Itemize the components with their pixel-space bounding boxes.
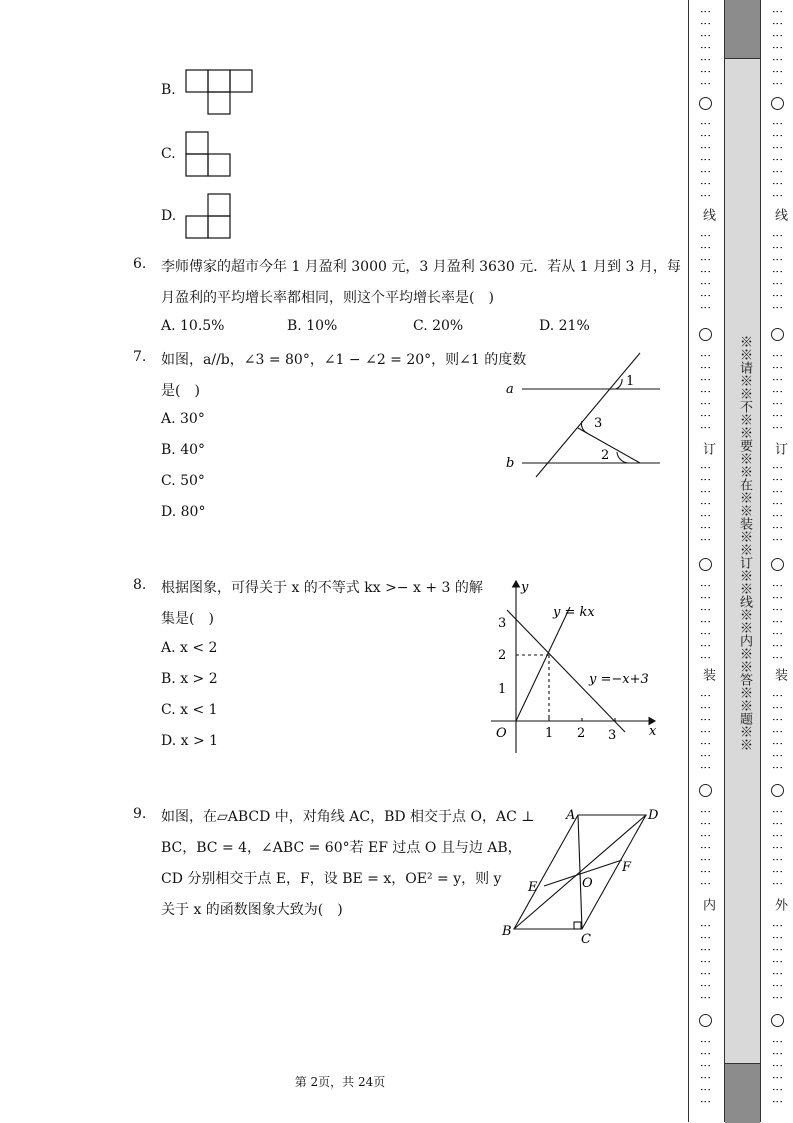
outer-seal-column: ⋮⋮⋮⋮⋮⋮⋮ ⋮⋮⋮⋮⋮⋮⋮ 线 ⋮⋮⋮⋮⋮⋮⋮ ⋮⋮⋮⋮⋮⋮⋮ 订 ⋮⋮⋮⋮⋮⋮⋮ ⋮⋮⋮⋮⋮⋮⋮ 装 ⋮⋮⋮⋮⋮⋮⋮ ⋮⋮⋮⋮⋮⋮⋮ 外 ⋮⋮⋮⋮⋮⋮⋮ ⋮⋮⋮⋮⋮⋮ <box>771 6 787 1108</box>
q6-option-c: C. 20% <box>413 318 464 334</box>
inner-label-zhuang: 装 <box>700 668 715 681</box>
y-axis-label: y <box>521 580 529 595</box>
line-y-neg-x-plus-3 <box>507 610 625 732</box>
q7-option-a: A. 30° <box>161 411 205 427</box>
q8-graph-figure <box>485 575 663 757</box>
point-e-label: E <box>528 880 538 895</box>
q6-text-line2: 月盈利的平均增长率都相同，则这个平均增长率是( ) <box>161 290 494 306</box>
option-d-label: D. <box>161 208 177 224</box>
q7-option-d: D. 80° <box>161 504 206 520</box>
point-d-label: D <box>648 808 659 823</box>
outer-label-zhuang: 装 <box>772 668 787 681</box>
q7-text-line1: 如图，a//b，∠3 = 80°，∠1 − ∠2 = 20°，则∠1 的度数 <box>161 352 527 368</box>
inner-label-xian: 线 <box>700 208 715 221</box>
outer-label-xian: 线 <box>772 208 787 221</box>
option-d-figure <box>185 193 233 239</box>
inner-seal-column: ⋮⋮⋮⋮⋮⋮⋮ ⋮⋮⋮⋮⋮⋮⋮ 线 ⋮⋮⋮⋮⋮⋮⋮ ⋮⋮⋮⋮⋮⋮⋮ 订 ⋮⋮⋮⋮⋮⋮⋮ ⋮⋮⋮⋮⋮⋮⋮ 装 ⋮⋮⋮⋮⋮⋮⋮ ⋮⋮⋮⋮⋮⋮⋮ 内 ⋮⋮⋮⋮⋮⋮⋮ ⋮⋮⋮⋮⋮⋮ <box>699 6 715 1108</box>
warning-text: ※※请※※不※※要※※在※※装※※订※※线※※内※※答※※题※※ <box>737 335 752 751</box>
outer-label-ding: 订 <box>772 442 787 455</box>
q8-option-a: A. x < 2 <box>161 640 218 656</box>
seal-circle <box>771 558 784 571</box>
label-b: b <box>506 456 515 471</box>
q9-text-line2: BC，BC = 4，∠ABC = 60°若 EF 过点 O 且与边 AB， <box>161 840 522 856</box>
line-y-kx <box>516 607 570 721</box>
q9-text-line4: 关于 x 的函数图象大致为( ) <box>161 902 343 918</box>
seal-circle <box>699 328 712 341</box>
seal-circle <box>699 784 712 797</box>
q7-number: 7. <box>133 349 147 365</box>
seal-circle <box>699 558 712 571</box>
point-f-label: F <box>622 860 632 875</box>
x-axis-label: x <box>649 724 657 739</box>
q8-option-c: C. x < 1 <box>161 702 218 718</box>
seal-circle <box>771 97 784 110</box>
q6-text-line1: 李师傅家的超市今年 1 月盈利 3000 元，3 月盈利 3630 元．若从 1 月到 3 月，每 <box>161 259 681 275</box>
option-c-figure <box>185 131 233 177</box>
q8-text-line2: 集是( ) <box>161 611 214 627</box>
option-c-label: C. <box>161 146 176 162</box>
label-angle1: 1 <box>626 374 635 389</box>
line-neg-x-label: y =−x+3 <box>589 672 649 687</box>
q7-option-c: C. 50° <box>161 473 205 489</box>
point-o-label: O <box>582 876 593 891</box>
q9-number: 9. <box>133 806 147 822</box>
q6-option-b: B. 10% <box>287 318 338 334</box>
label-angle2: 2 <box>601 448 610 463</box>
x-tick-1: 1 <box>545 726 554 741</box>
q9-text-line3: CD 分别相交于点 E，F，设 BE = x，OE² = y，则 y <box>161 871 502 887</box>
origin-label: O <box>496 726 507 741</box>
q8-option-b: B. x > 2 <box>161 671 218 687</box>
warning-column <box>724 0 761 1122</box>
binding-strip <box>688 0 793 1122</box>
option-b-figure <box>185 69 255 115</box>
point-b-label: B <box>502 924 512 939</box>
seal-circle <box>771 1014 784 1027</box>
point-c-label: C <box>581 932 591 947</box>
x-tick-3: 3 <box>608 728 617 743</box>
outer-label-wai: 外 <box>772 898 787 911</box>
inner-label-nei: 内 <box>700 898 715 911</box>
q7-option-b: B. 40° <box>161 442 206 458</box>
option-b-label: B. <box>161 82 176 98</box>
y-tick-2: 2 <box>498 648 507 663</box>
q7-parallel-lines-figure <box>500 348 665 483</box>
label-a: a <box>506 382 514 397</box>
q8-option-d: D. x > 1 <box>161 733 219 749</box>
q7-text-line2: 是( ) <box>161 383 200 399</box>
y-tick-1: 1 <box>498 682 507 697</box>
q8-text-line1: 根据图象，可得关于 x 的不等式 kx >− x + 3 的解 <box>161 580 483 596</box>
label-angle3: 3 <box>594 416 603 431</box>
q9-text-line1: 如图，在▱ABCD 中，对角线 AC，BD 相交于点 O，AC ⊥ <box>161 809 535 825</box>
point-a-label: A <box>566 808 576 823</box>
transversal <box>536 353 640 477</box>
seal-circle <box>771 328 784 341</box>
y-tick-3: 3 <box>498 616 507 631</box>
inner-label-ding: 订 <box>700 442 715 455</box>
q9-parallelogram-figure <box>498 805 663 947</box>
q6-option-d: D. 21% <box>539 318 590 334</box>
seal-circle <box>771 784 784 797</box>
q6-option-a: A. 10.5% <box>161 318 225 334</box>
line-kx-label: y = kx <box>553 605 595 620</box>
q8-number: 8. <box>133 577 147 593</box>
x-tick-2: 2 <box>577 726 586 741</box>
q6-number: 6. <box>133 256 147 272</box>
page-footer: 第 2页，共 24页 <box>294 1075 386 1089</box>
seal-circle <box>699 97 712 110</box>
seal-circle <box>699 1014 712 1027</box>
